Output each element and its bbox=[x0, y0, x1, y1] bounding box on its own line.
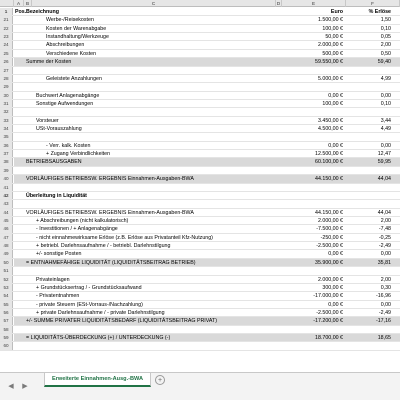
row-cells bbox=[14, 292, 400, 299]
row-cells bbox=[14, 242, 400, 249]
row-number[interactable]: 53 bbox=[0, 284, 13, 291]
table-row bbox=[0, 184, 400, 192]
cell-description[interactable]: Kosten der Warenabgabe bbox=[46, 25, 107, 32]
row-cells bbox=[14, 25, 400, 32]
cell-percent[interactable]: 0,10 bbox=[380, 25, 391, 32]
cell-description[interactable]: Verschiedene Kosten bbox=[46, 50, 97, 57]
row-number[interactable]: 30 bbox=[0, 92, 13, 99]
table-row bbox=[0, 250, 400, 258]
row-number[interactable]: 33 bbox=[0, 117, 13, 124]
cell-percent[interactable]: 2,00 bbox=[380, 276, 391, 283]
table-row bbox=[0, 125, 400, 133]
cell-description[interactable]: - private Steuern (ESt-Vorraus-/Nachzahlung) bbox=[36, 301, 143, 308]
row-number[interactable]: 29 bbox=[0, 83, 13, 90]
table-row bbox=[0, 192, 400, 200]
cell-description[interactable]: +/- sonstige Posten bbox=[36, 251, 82, 258]
cell-percent[interactable]: 1,50 bbox=[380, 17, 391, 24]
row-number[interactable]: 55 bbox=[0, 301, 13, 308]
cell-euro[interactable]: 0,00 € bbox=[328, 142, 343, 149]
cell-description[interactable]: Geleistete Anzahlungen bbox=[46, 75, 102, 82]
cell-description[interactable]: + Grundstücksertrag / - Grundstücksaufwand bbox=[36, 284, 142, 291]
row-cells bbox=[14, 200, 400, 207]
table-row bbox=[0, 200, 400, 208]
row-number[interactable]: 56 bbox=[0, 309, 13, 316]
cell-percent[interactable]: -2,49 bbox=[378, 309, 391, 316]
table-row bbox=[0, 67, 400, 75]
cell-description[interactable]: = LIQUIDITÄTS-ÜBERDECKUNG (+) / UNTERDECKUNG (-) bbox=[26, 335, 171, 342]
table-row bbox=[0, 217, 400, 225]
cell-description[interactable]: Werbe-/Reisekosten bbox=[46, 17, 94, 24]
column-header-e[interactable]: E bbox=[282, 0, 346, 7]
row-number[interactable]: 42 bbox=[0, 192, 13, 199]
cell-euro[interactable]: -7.500,00 € bbox=[316, 226, 343, 233]
row-number[interactable]: 28 bbox=[0, 75, 13, 82]
cell-percent[interactable]: % Erlöse bbox=[368, 9, 391, 15]
row-number[interactable]: 50 bbox=[0, 259, 13, 266]
table-row bbox=[0, 158, 400, 166]
cell-euro[interactable]: 59.550,00 € bbox=[315, 59, 343, 66]
row-number[interactable]: 44 bbox=[0, 209, 13, 216]
cell-percent[interactable]: 0,00 bbox=[380, 251, 391, 258]
row-cells bbox=[14, 167, 400, 174]
column-header-a[interactable]: A bbox=[14, 0, 24, 7]
table-row bbox=[0, 142, 400, 150]
cell-euro[interactable]: 12.500,00 € bbox=[315, 151, 343, 158]
table-row bbox=[0, 50, 400, 58]
cell-description[interactable]: Summe der Kosten bbox=[26, 59, 72, 66]
row-number[interactable]: 23 bbox=[0, 33, 13, 40]
cell-euro[interactable]: 50,00 € bbox=[325, 34, 343, 41]
table-row bbox=[0, 259, 400, 267]
cell-percent[interactable]: -17,16 bbox=[375, 318, 391, 325]
row-number[interactable]: 40 bbox=[0, 175, 13, 182]
table-row bbox=[0, 83, 400, 91]
row-number[interactable]: 24 bbox=[0, 41, 13, 48]
row-number[interactable]: 32 bbox=[0, 108, 13, 115]
cell-percent[interactable]: -16,96 bbox=[375, 293, 391, 300]
chevron-right-icon[interactable]: ▶ bbox=[22, 383, 28, 390]
row-cells bbox=[14, 276, 400, 283]
cell-description[interactable]: +/- SUMME PRIVATER LIQUIDITÄTSBEDARF (LIQUIDITÄTSBEITRAG PRIVAT) bbox=[26, 318, 218, 325]
table-row bbox=[0, 317, 400, 325]
cell-description[interactable]: VORLÄUFIGES BETRIEBSW. ERGEBNIS Einnahmen-Ausgaben-BWA bbox=[26, 176, 194, 183]
column-header-b[interactable]: B bbox=[24, 0, 32, 7]
cell-euro[interactable]: 0,00 € bbox=[328, 251, 343, 258]
table-row bbox=[0, 33, 400, 41]
cell-description[interactable]: - Verr. kalk. Kosten bbox=[46, 142, 91, 149]
plus-circle-icon[interactable]: + bbox=[155, 375, 165, 385]
row-cells bbox=[14, 309, 400, 316]
row-number[interactable]: 45 bbox=[0, 217, 13, 224]
cell-euro[interactable]: 1.500,00 € bbox=[317, 17, 343, 24]
cell-euro[interactable]: -250,00 € bbox=[320, 234, 343, 241]
cell-percent[interactable]: 18,65 bbox=[377, 335, 391, 342]
cell-percent[interactable]: 4,99 bbox=[380, 75, 391, 82]
cell-description[interactable]: Privateinlagen bbox=[36, 276, 70, 283]
cell-description[interactable]: Vorsteuer bbox=[36, 117, 59, 124]
row-cells bbox=[14, 175, 400, 182]
table-row bbox=[0, 301, 400, 309]
cell-percent[interactable]: -7,48 bbox=[378, 226, 391, 233]
column-header-bar bbox=[0, 0, 400, 7]
table-row bbox=[0, 75, 400, 83]
cell-description[interactable]: Abschreibungen bbox=[46, 42, 85, 49]
cell-percent[interactable]: 0,00 bbox=[380, 92, 391, 99]
table-row bbox=[0, 267, 400, 275]
cell-euro[interactable]: Euro bbox=[330, 9, 343, 15]
corner-select-all[interactable] bbox=[0, 0, 14, 7]
column-header-f[interactable]: F bbox=[346, 0, 400, 7]
row-number[interactable]: 54 bbox=[0, 292, 13, 299]
cell-euro[interactable]: 2.000,00 € bbox=[317, 42, 343, 49]
row-cells bbox=[14, 342, 400, 349]
cell-euro[interactable]: 500,00 € bbox=[322, 50, 343, 57]
cell-description[interactable]: + private Darlehnsaufnahme / - private Darlehnstilgung bbox=[36, 309, 165, 316]
cell-position[interactable]: Pos. bbox=[15, 9, 27, 15]
table-row bbox=[0, 92, 400, 100]
table-row bbox=[0, 292, 400, 300]
cell-percent[interactable]: 4,49 bbox=[380, 126, 391, 133]
table-row bbox=[0, 242, 400, 250]
cell-percent[interactable]: 59,95 bbox=[377, 159, 391, 166]
table-row bbox=[0, 175, 400, 183]
table-row bbox=[0, 8, 400, 16]
cell-percent[interactable]: 0,00 bbox=[380, 301, 391, 308]
row-number[interactable]: 1 bbox=[0, 8, 13, 15]
row-cells bbox=[14, 209, 400, 216]
cell-euro[interactable]: 60.100,00 € bbox=[315, 159, 343, 166]
cell-euro[interactable]: 300,00 € bbox=[322, 284, 343, 291]
cell-percent[interactable]: 0,10 bbox=[380, 100, 391, 107]
cell-euro[interactable]: -2.500,00 € bbox=[316, 243, 343, 250]
cell-description[interactable]: Buchwert Anlagenabgänge bbox=[36, 92, 100, 99]
table-row bbox=[0, 326, 400, 334]
row-number[interactable]: 58 bbox=[0, 326, 13, 333]
row-cells bbox=[14, 334, 400, 341]
cell-percent[interactable]: 0,05 bbox=[380, 34, 391, 41]
table-row bbox=[0, 334, 400, 342]
cell-percent[interactable]: 12,47 bbox=[377, 151, 391, 158]
row-number[interactable]: 27 bbox=[0, 67, 13, 74]
row-cells bbox=[14, 117, 400, 124]
cell-percent[interactable]: 35,81 bbox=[377, 259, 391, 266]
cell-euro[interactable]: 3.450,00 € bbox=[317, 117, 343, 124]
row-cells bbox=[14, 83, 400, 90]
table-row bbox=[0, 108, 400, 116]
cell-description[interactable]: - Investitionen / + Anlagenabgänge bbox=[36, 226, 118, 233]
cell-euro[interactable]: 35.900,00 € bbox=[315, 259, 343, 266]
row-cells bbox=[14, 41, 400, 48]
table-row bbox=[0, 309, 400, 317]
table-row bbox=[0, 58, 400, 66]
cell-description[interactable]: Bezeichnung bbox=[26, 9, 59, 15]
row-cells bbox=[14, 234, 400, 241]
row-cells bbox=[14, 16, 400, 23]
row-number[interactable]: 43 bbox=[0, 200, 13, 207]
cell-percent[interactable]: 59,40 bbox=[377, 59, 391, 66]
cell-description[interactable]: VORLÄUFIGES BETRIEBSW. ERGEBNIS Einnahmen-Ausgaben-BWA bbox=[26, 209, 194, 216]
row-number[interactable]: 38 bbox=[0, 158, 13, 165]
row-cells bbox=[14, 108, 400, 115]
cell-description[interactable]: - nicht einnahmewirksame Erlöse (z.B. Erlöse aus Privatanteil Kfz-Nutzung) bbox=[36, 234, 213, 241]
cell-euro[interactable]: 100,00 € bbox=[322, 25, 343, 32]
cell-description[interactable]: Überleitung in Liquidität bbox=[26, 192, 87, 199]
row-cells bbox=[14, 133, 400, 140]
cell-percent[interactable]: 0,50 bbox=[380, 50, 391, 57]
cell-euro[interactable]: 2.000,00 € bbox=[317, 276, 343, 283]
cell-euro[interactable]: 18.700,00 € bbox=[315, 335, 343, 342]
cell-percent[interactable]: 44,04 bbox=[377, 176, 391, 183]
cell-description[interactable]: Instandhaltung/Werkzeuge bbox=[46, 34, 109, 41]
row-cells bbox=[14, 184, 400, 191]
row-cells bbox=[14, 125, 400, 132]
row-cells bbox=[14, 92, 400, 99]
cell-euro[interactable]: 2.000,00 € bbox=[317, 218, 343, 224]
table-row bbox=[0, 41, 400, 49]
row-cells bbox=[14, 326, 400, 333]
cell-description[interactable]: USt-Vorauszahlung bbox=[36, 126, 82, 133]
cell-percent[interactable]: 2,00 bbox=[380, 42, 391, 49]
cell-description[interactable]: + Abschreibungen (nicht kalkulatorisch) bbox=[36, 218, 129, 224]
row-cells bbox=[14, 75, 400, 82]
cell-percent[interactable]: 0,30 bbox=[380, 284, 391, 291]
table-row bbox=[0, 100, 400, 108]
row-number[interactable]: 51 bbox=[0, 267, 13, 274]
row-number[interactable]: 36 bbox=[0, 142, 13, 149]
table-row bbox=[0, 150, 400, 158]
row-cells bbox=[14, 225, 400, 232]
cell-euro[interactable]: -17.000,00 € bbox=[313, 293, 343, 300]
table-row bbox=[0, 133, 400, 141]
cell-percent[interactable]: 3,44 bbox=[380, 117, 391, 124]
row-cells bbox=[14, 142, 400, 149]
row-number[interactable]: 57 bbox=[0, 317, 13, 324]
row-number[interactable]: 48 bbox=[0, 242, 13, 249]
row-cells bbox=[14, 284, 400, 291]
row-number[interactable]: 59 bbox=[0, 334, 13, 341]
row-number[interactable]: 21 bbox=[0, 16, 13, 23]
cell-description[interactable]: Sonstige Aufwendungen bbox=[36, 100, 94, 107]
row-number[interactable]: 47 bbox=[0, 234, 13, 241]
cell-percent[interactable]: 2,00 bbox=[380, 218, 391, 224]
row-number[interactable]: 25 bbox=[0, 50, 13, 57]
column-header-d[interactable]: D bbox=[276, 1, 281, 6]
table-row bbox=[0, 16, 400, 24]
table-row bbox=[0, 234, 400, 242]
table-row bbox=[0, 209, 400, 217]
row-number[interactable]: 60 bbox=[0, 342, 13, 349]
row-cells bbox=[14, 158, 400, 165]
table-row bbox=[0, 284, 400, 292]
cell-euro[interactable]: 4.500,00 € bbox=[317, 126, 343, 133]
chevron-left-icon[interactable]: ◀ bbox=[8, 383, 14, 390]
row-cells bbox=[14, 217, 400, 224]
row-cells bbox=[14, 50, 400, 57]
table-row bbox=[0, 117, 400, 125]
cell-euro[interactable]: 100,00 € bbox=[322, 100, 343, 107]
row-number[interactable]: 26 bbox=[0, 58, 13, 65]
cell-euro[interactable]: -2.500,00 € bbox=[316, 309, 343, 316]
row-number[interactable]: 39 bbox=[0, 167, 13, 174]
table-row bbox=[0, 342, 400, 350]
row-number[interactable]: 41 bbox=[0, 184, 13, 191]
row-cells bbox=[14, 259, 400, 266]
table-row bbox=[0, 25, 400, 33]
cell-percent[interactable]: -2,49 bbox=[378, 243, 391, 250]
cell-description[interactable]: + betriebl. Darlehnsaufnahme / - betriebl. Darlehnstilgung bbox=[36, 243, 171, 250]
row-cells bbox=[14, 150, 400, 157]
cell-euro[interactable]: 0,00 € bbox=[328, 92, 343, 99]
row-cells bbox=[14, 267, 400, 274]
row-number[interactable]: 35 bbox=[0, 133, 13, 140]
row-cells bbox=[14, 33, 400, 40]
row-number[interactable]: 46 bbox=[0, 225, 13, 232]
sheet-tab-bar bbox=[0, 372, 400, 400]
cell-percent[interactable]: 44,04 bbox=[377, 209, 391, 216]
cell-description[interactable]: - Privatentnahmen bbox=[36, 293, 80, 300]
row-cells bbox=[14, 192, 400, 199]
row-number[interactable]: 34 bbox=[0, 125, 13, 132]
row-number[interactable]: 52 bbox=[0, 276, 13, 283]
column-header-c[interactable]: C bbox=[32, 0, 276, 7]
cell-description[interactable]: + Zugang Verbindlichkeiten bbox=[46, 151, 111, 158]
row-cells bbox=[14, 67, 400, 74]
table-row bbox=[0, 276, 400, 284]
row-cells bbox=[14, 58, 400, 65]
cell-percent[interactable]: -0,25 bbox=[378, 234, 391, 241]
cell-percent[interactable]: 0,00 bbox=[380, 142, 391, 149]
row-number[interactable]: 37 bbox=[0, 150, 13, 157]
cell-euro[interactable]: 44.150,00 € bbox=[315, 176, 343, 183]
row-cells bbox=[14, 317, 400, 324]
cell-euro[interactable]: 0,00 € bbox=[328, 301, 343, 308]
cell-description[interactable]: = ENTNAHMEFÄHIGE LIQUIDITÄT (LIQUIDITÄTSBEITRAG BETRIEB) bbox=[26, 259, 196, 266]
row-cells bbox=[14, 100, 400, 107]
cell-description[interactable]: BETRIEBSAUSGABEN bbox=[26, 159, 82, 166]
row-number[interactable]: 49 bbox=[0, 250, 13, 257]
row-number[interactable]: 22 bbox=[0, 25, 13, 32]
cell-euro[interactable]: -17.200,00 € bbox=[313, 318, 343, 325]
table-row bbox=[0, 225, 400, 233]
row-cells bbox=[14, 8, 400, 15]
row-number[interactable]: 31 bbox=[0, 100, 13, 107]
row-cells bbox=[14, 250, 400, 257]
table-row bbox=[0, 167, 400, 175]
row-cells bbox=[14, 301, 400, 308]
sheet-tab-active[interactable]: Erweiterte Einnahmen-Ausg.-BWA bbox=[44, 373, 151, 387]
cell-euro[interactable]: 44.150,00 € bbox=[315, 209, 343, 216]
cell-euro[interactable]: 5.000,00 € bbox=[317, 75, 343, 82]
